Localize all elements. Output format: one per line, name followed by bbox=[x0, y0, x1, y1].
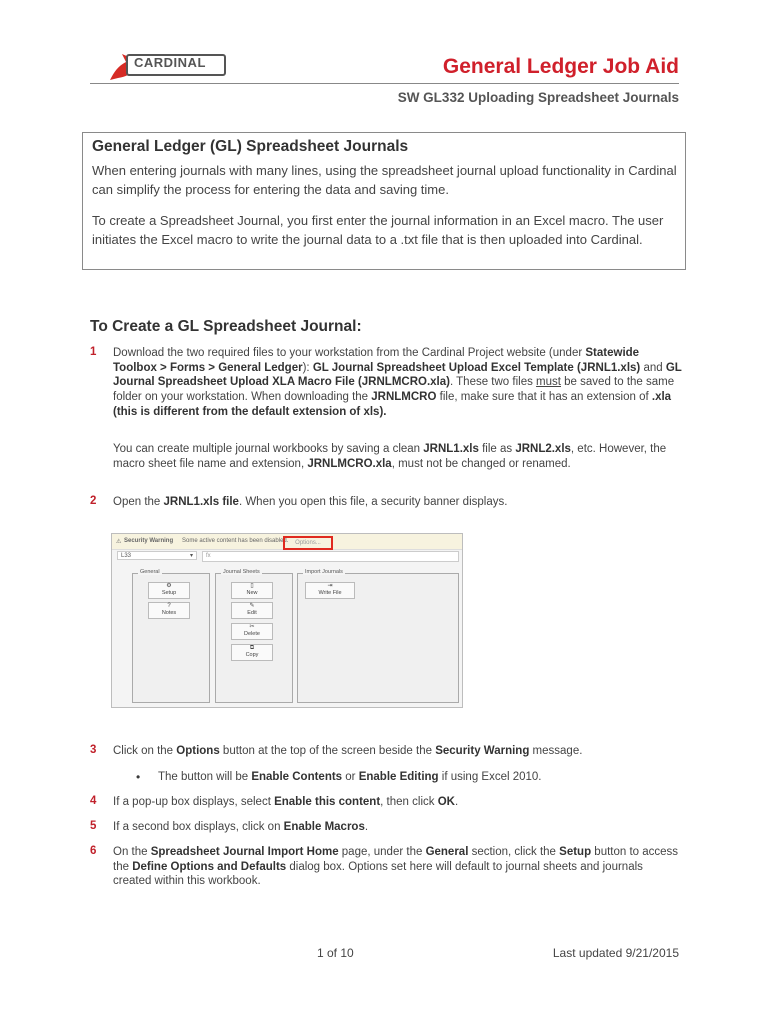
step-1-text: Download the two required files to your workstation from the Cardinal Project website (under Statewide Toolbox > Forms > General Ledger): GL Journal Spreadsheet Upload Excel Template (JRNL1.xls) and GL Journal Spreadsheet Upload XLA Macro File (JRNLMCRO.xla). These two files must be saved to the same folder on your workstation. When downloading the JRNLMCRO file, make sure that it has an extension of .xla (this is different from the default extension of xls). bbox=[113, 347, 682, 418]
fx-label: fx bbox=[206, 553, 211, 559]
general-group-label: General bbox=[140, 569, 160, 575]
general-group bbox=[132, 569, 210, 703]
bullet-marker: • bbox=[136, 770, 141, 784]
intro-paragraph-2: To create a Spreadsheet Journal, you first enter the journal information in an Excel macro. The user initiates the Excel macro to write the journal data to a .txt file that is then uploaded into Cardinal. bbox=[92, 213, 664, 247]
security-warning-label: Security Warning bbox=[124, 538, 174, 544]
bullet-text: The button will be Enable Contents or Enable Editing if using Excel 2010. bbox=[158, 771, 542, 783]
step-1-number: 1 bbox=[90, 346, 97, 358]
write-file-button[interactable]: ⇥ Write File bbox=[305, 582, 355, 599]
step-6-number: 6 bbox=[90, 845, 97, 857]
chevron-down-icon: ▾ bbox=[189, 553, 193, 559]
security-message: Some active content has been disabled. bbox=[182, 538, 289, 544]
step-2-number: 2 bbox=[90, 495, 97, 507]
intro-heading: General Ledger (GL) Spreadsheet Journals bbox=[92, 138, 409, 155]
section-title: To Create a GL Spreadsheet Journal: bbox=[90, 318, 362, 335]
journal-sheets-group bbox=[215, 569, 293, 703]
import-journals-group-label: Import Journals bbox=[305, 569, 343, 575]
logo-text: CARDINAL bbox=[134, 55, 206, 70]
header-divider bbox=[90, 83, 679, 84]
notes-icon: ? bbox=[167, 603, 171, 609]
step-4-number: 4 bbox=[90, 795, 97, 807]
step-4-text: If a pop-up box displays, select Enable this content, then click OK. bbox=[113, 796, 459, 808]
new-button[interactable]: ▯ New bbox=[231, 582, 273, 599]
new-icon: ▯ bbox=[250, 583, 254, 589]
journal-sheets-group-label: Journal Sheets bbox=[223, 569, 260, 575]
cardinal-logo bbox=[104, 46, 234, 86]
step-5-number: 5 bbox=[90, 820, 97, 832]
step-3-text: Click on the Options button at the top of the screen beside the Security Warning message. bbox=[113, 745, 583, 757]
document-title: General Ledger Job Aid bbox=[442, 55, 679, 78]
excel-screenshot bbox=[111, 533, 463, 708]
intro-paragraph-1: When entering journals with many lines, using the spreadsheet journal upload functionality in Cardinal can simplify the process for entering the data and saving time. bbox=[92, 163, 677, 197]
last-updated: Last updated 9/21/2015 bbox=[552, 946, 679, 960]
setup-button[interactable]: ⚙ Setup bbox=[148, 582, 190, 599]
delete-icon: ✂ bbox=[249, 624, 255, 630]
step-5-text: If a second box displays, click on Enable Macros. bbox=[113, 821, 369, 833]
step-2-text: Open the JRNL1.xls file. When you open this file, a security banner displays. bbox=[113, 496, 508, 508]
shield-icon: ⚠ bbox=[116, 539, 122, 545]
intro-box bbox=[82, 132, 686, 270]
options-button[interactable]: Options... bbox=[283, 536, 333, 550]
step-6-text: On the Spreadsheet Journal Import Home page, under the General section, click the Setup button to access the Define Options and Defaults dialog box. Options set here will default to journal sheets and journals created within this workbook. bbox=[113, 846, 679, 888]
delete-button[interactable]: ✂ Delete bbox=[231, 623, 273, 640]
page-number: 1 of 10 bbox=[317, 946, 354, 960]
write-file-icon: ⇥ bbox=[327, 583, 333, 589]
document-subtitle: SW GL332 Uploading Spreadsheet Journals bbox=[397, 90, 679, 105]
step-1-note: You can create multiple journal workbooks by saving a clean JRNL1.xls file as JRNL2.xls, etc. However, the macro sheet file name and extension, JRNLMCRO.xla, must not be changed or renamed. bbox=[113, 443, 667, 470]
copy-icon: ⧉ bbox=[249, 645, 255, 651]
notes-button[interactable]: ? Notes bbox=[148, 602, 190, 619]
edit-button[interactable]: ✎ Edit bbox=[231, 602, 273, 619]
copy-button[interactable]: ⧉ Copy bbox=[231, 644, 273, 661]
edit-icon: ✎ bbox=[249, 603, 255, 609]
name-box[interactable]: L33 ▾ bbox=[117, 551, 197, 560]
import-journals-group bbox=[297, 569, 459, 703]
formula-bar[interactable] bbox=[202, 551, 459, 562]
setup-icon: ⚙ bbox=[166, 583, 172, 589]
security-banner bbox=[112, 534, 462, 550]
step-3-number: 3 bbox=[90, 744, 97, 756]
